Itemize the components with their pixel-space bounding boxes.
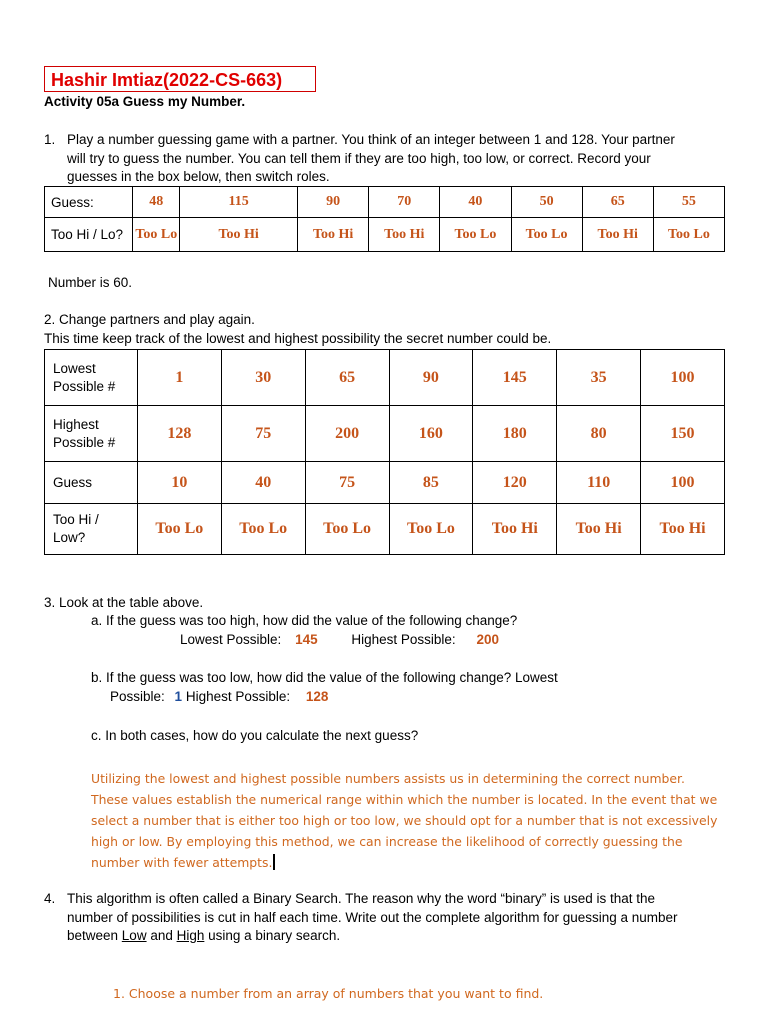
- guess-table-1: [44, 186, 725, 252]
- result-cell: Too Hi: [298, 218, 369, 252]
- highest-label-line-1: Highest: [53, 416, 99, 432]
- guess-cell: 70: [369, 187, 440, 218]
- highest-cell: 75: [221, 406, 305, 462]
- answer-text: Utilizing the lowest and highest possible numbers assists us in determining the correct number. These values establish the numerical range within which the number is located. In the event that we select a number that is either too high or too low, we should opt for a number that is not excessively high or low. By employing this method, we can increase the likelihood of correctly guessing the number with fewer attempts.: [91, 771, 718, 870]
- 3b-lowest-value: 1: [174, 689, 183, 704]
- result-cell: Too Hi: [582, 218, 653, 252]
- guess-cell: 55: [653, 187, 724, 218]
- result-row: [45, 218, 725, 252]
- result-cell: Too Lo: [440, 218, 511, 252]
- lowest-cell: 65: [305, 350, 389, 406]
- activity-title: Activity 05a Guess my Number.: [44, 94, 246, 109]
- algorithm-step-1[interactable]: 1. Choose a number from an array of numbers that you want to find.: [113, 986, 544, 1001]
- result-cell: Too Lo: [653, 218, 724, 252]
- lowest-row: [45, 350, 725, 406]
- guess-cell: 48: [133, 187, 180, 218]
- highest-label-line-2: Possible #: [53, 434, 116, 450]
- guess-cell: 115: [180, 187, 298, 218]
- highest-cell: 200: [305, 406, 389, 462]
- highest-label: [45, 406, 138, 462]
- guess-cell-2: 40: [221, 462, 305, 504]
- highest-cell: 160: [389, 406, 473, 462]
- high-word: High: [176, 928, 205, 943]
- guess-label-2: Guess: [45, 462, 138, 504]
- question-2-line-2: This time keep track of the lowest and highest possibility the secret number could be.: [44, 330, 552, 346]
- question-3c-answer[interactable]: [91, 768, 719, 873]
- lowest-label: [45, 350, 138, 406]
- question-4-number: 4.: [44, 891, 56, 906]
- result-label-2-line-2: Low?: [53, 530, 86, 545]
- guess-label: Guess:: [45, 187, 133, 218]
- result-cell-2: Too Lo: [221, 504, 305, 555]
- result-cell-2: Too Hi: [641, 504, 725, 555]
- result-cell-2: Too Hi: [473, 504, 557, 555]
- question-2-line-1: 2. Change partners and play again.: [44, 312, 255, 327]
- low-word: Low: [121, 928, 147, 943]
- result-label-2-line-1: Too Hi /: [53, 512, 99, 527]
- guess-cell-2: 10: [137, 462, 221, 504]
- guess-cell: 65: [582, 187, 653, 218]
- q4-line3-mid: and: [146, 928, 177, 943]
- guess-cell: 40: [440, 187, 511, 218]
- guess-cell-2: 120: [473, 462, 557, 504]
- question-1-line-2: will try to guess the number. You can tell them if they are too high, too low, or correct. Record your: [67, 150, 651, 166]
- student-name: Hashir Imtiaz(2022-CS-663): [51, 70, 283, 90]
- question-1-line-3: guesses in the box below, then switch roles.: [67, 169, 330, 184]
- question-2: [44, 311, 551, 348]
- highest-cell: 180: [473, 406, 557, 462]
- text-cursor: [273, 854, 275, 870]
- lowest-label-line-2: Possible #: [53, 378, 116, 394]
- guess-row-2: [45, 462, 725, 504]
- lowest-cell: 145: [473, 350, 557, 406]
- 3b-highest-label: Highest Possible:: [185, 689, 291, 704]
- lowest-cell: 100: [641, 350, 725, 406]
- highest-cell: 128: [137, 406, 221, 462]
- guess-row: [45, 187, 725, 218]
- student-name-box: [44, 66, 316, 92]
- question-4: [44, 890, 747, 946]
- question-4-line-3: [67, 927, 747, 946]
- lowest-label-line-1: Lowest: [53, 360, 96, 376]
- result-cell: Too Lo: [511, 218, 582, 252]
- q4-line3-pre: between: [67, 928, 122, 943]
- lowest-cell: 1: [137, 350, 221, 406]
- question-3a: a. If the guess was too high, how did the value of the following change?: [91, 613, 518, 628]
- lowest-cell: 35: [557, 350, 641, 406]
- question-3c: c. In both cases, how do you calculate the next guess?: [91, 728, 419, 743]
- question-1-line-1: Play a number guessing game with a partner. You think of an integer between 1 and 128. Your partner: [67, 132, 675, 147]
- 3a-highest-value: 200: [476, 632, 499, 647]
- lowest-cell: 30: [221, 350, 305, 406]
- guess-cell: 90: [298, 187, 369, 218]
- guess-table-2: [44, 349, 725, 555]
- result-label-2: [45, 504, 138, 555]
- guess-cell-2: 110: [557, 462, 641, 504]
- result-cell-2: Too Lo: [389, 504, 473, 555]
- question-1-number: 1.: [44, 132, 56, 147]
- question-3b-answers: [110, 689, 328, 704]
- q4-line3-post: using a binary search.: [204, 928, 341, 943]
- result-cell: Too Hi: [180, 218, 298, 252]
- question-3: 3. Look at the table above.: [44, 595, 204, 610]
- result-cell: Too Lo: [133, 218, 180, 252]
- 3a-highest-label: Highest Possible:: [351, 632, 456, 647]
- result-cell-2: Too Lo: [305, 504, 389, 555]
- question-3a-answers: [180, 632, 499, 647]
- guess-cell: 50: [511, 187, 582, 218]
- guess-cell-2: 85: [389, 462, 473, 504]
- result-row-2: [45, 504, 725, 555]
- question-1: [44, 131, 737, 187]
- highest-row: [45, 406, 725, 462]
- 3a-lowest-value: 145: [295, 632, 318, 647]
- result-cell: Too Hi: [369, 218, 440, 252]
- 3b-highest-value: 128: [305, 689, 329, 704]
- number-note: Number is 60.: [48, 275, 133, 290]
- highest-cell: 150: [641, 406, 725, 462]
- guess-cell-2: 100: [641, 462, 725, 504]
- question-4-line-2: number of possibilities is cut in half each time. Write out the complete algorithm for guessing a number: [67, 909, 678, 925]
- highest-cell: 80: [557, 406, 641, 462]
- result-cell-2: Too Lo: [137, 504, 221, 555]
- 3a-lowest-label: Lowest Possible:: [180, 632, 282, 647]
- question-3b: b. If the guess was too low, how did the value of the following change? Lowest: [91, 670, 558, 685]
- lowest-cell: 90: [389, 350, 473, 406]
- result-cell-2: Too Hi: [557, 504, 641, 555]
- result-label: Too Hi / Lo?: [45, 218, 133, 252]
- question-4-line-1: This algorithm is often called a Binary Search. The reason why the word “binary” is used is that the: [67, 891, 656, 906]
- 3b-possible-label: Possible:: [110, 689, 165, 704]
- guess-cell-2: 75: [305, 462, 389, 504]
